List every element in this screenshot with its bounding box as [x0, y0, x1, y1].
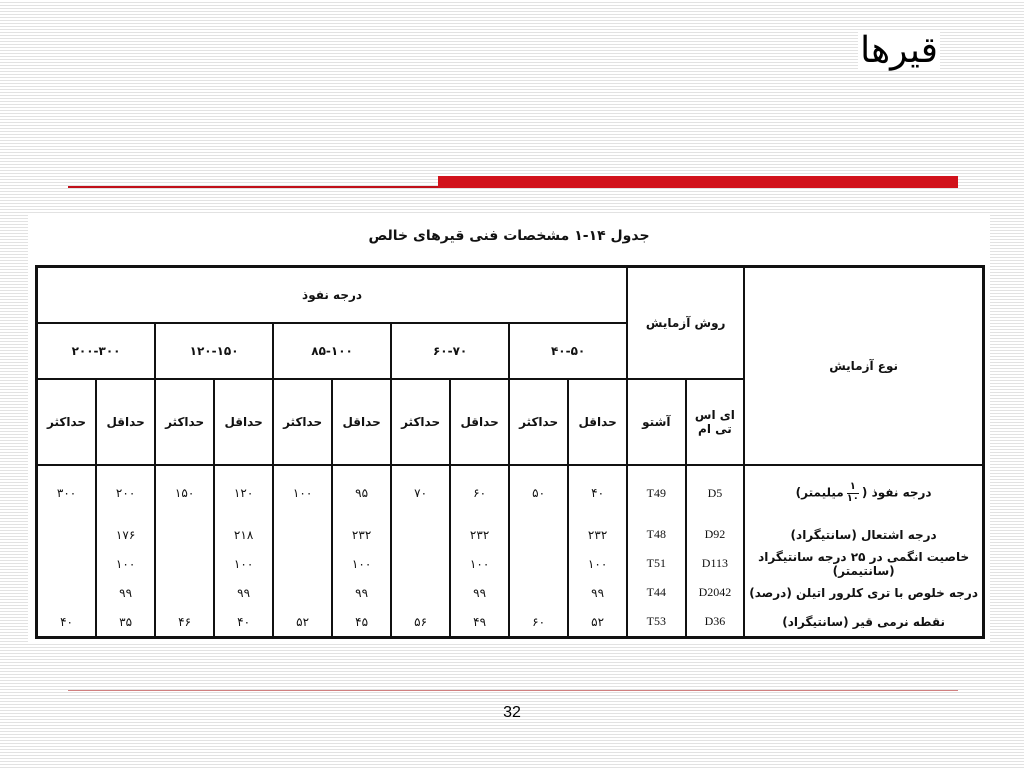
grade-header: ۴۰-۵۰	[509, 323, 627, 379]
table-caption: جدول ۱۴-۱ مشخصات فنی قیرهای خالص	[368, 228, 650, 244]
min-header: حداقل	[450, 379, 509, 465]
min-header: حداقل	[214, 379, 273, 465]
value-cell: ۷۰	[391, 465, 450, 520]
value-cell: ۱۵۰	[155, 465, 214, 520]
value-cell	[391, 520, 450, 549]
value-cell	[509, 520, 568, 549]
table-row	[37, 578, 984, 607]
fraction-denominator: ۱۰	[846, 493, 859, 504]
value-cell	[37, 549, 97, 578]
value-cell	[509, 549, 568, 578]
test-name-suffix: میلیمتر)	[795, 485, 844, 500]
max-header: حداکثر	[391, 379, 450, 465]
value-cell: ۹۹	[568, 578, 627, 607]
astm-cell: D2042	[686, 578, 745, 607]
test-name-cell	[744, 465, 983, 520]
value-cell: ۱۰۰	[214, 549, 273, 578]
max-header: حداکثر	[273, 379, 332, 465]
value-cell	[155, 578, 214, 607]
test-name-cell: درجه خلوص با تری کلرور اتیلن (درصد)	[744, 578, 983, 607]
value-cell: ۹۵	[332, 465, 391, 520]
table-row	[37, 607, 984, 638]
value-cell: ۹۹	[214, 578, 273, 607]
header-penetration: درجه نفوذ	[37, 267, 628, 324]
value-cell: ۴۰	[37, 607, 97, 638]
fraction	[847, 482, 859, 504]
value-cell	[37, 578, 97, 607]
min-header: حداقل	[96, 379, 155, 465]
max-header: حداکثر	[155, 379, 214, 465]
aashto-cell: T48	[627, 520, 685, 549]
grade-header: ۸۵-۱۰۰	[273, 323, 391, 379]
bitumen-spec-table-figure	[28, 214, 990, 642]
aashto-cell: T51	[627, 549, 685, 578]
value-cell	[155, 549, 214, 578]
test-name-prefix: درجه نفوذ (	[861, 485, 932, 500]
value-cell: ۶۰	[450, 465, 509, 520]
header-test-method: روش آزمایش	[627, 267, 744, 380]
value-cell: ۱۰۰	[450, 549, 509, 578]
value-cell: ۲۱۸	[214, 520, 273, 549]
header-test-type: نوع آزمایش	[744, 267, 983, 466]
value-cell: ۹۹	[450, 578, 509, 607]
max-header: حداکثر	[509, 379, 568, 465]
method-aashto-header: آشتو	[627, 379, 685, 465]
value-cell: ۹۹	[332, 578, 391, 607]
value-cell: ۵۲	[568, 607, 627, 638]
value-cell: ۴۰	[568, 465, 627, 520]
method-astm-header: ای اس تی ام	[686, 379, 745, 465]
value-cell: ۲۳۲	[450, 520, 509, 549]
value-cell	[391, 549, 450, 578]
astm-cell: D5	[686, 465, 745, 520]
test-name-cell: خاصیت انگمی در ۲۵ درجه سانتیگراد (سانتیمتر)	[744, 549, 983, 578]
value-cell: ۲۳۲	[332, 520, 391, 549]
value-cell	[273, 549, 332, 578]
astm-cell: D92	[686, 520, 745, 549]
table-row	[37, 520, 984, 549]
slide-title: قیرها	[860, 30, 938, 71]
value-cell: ۲۰۰	[96, 465, 155, 520]
test-name-cell: درجه اشتعال (سانتیگراد)	[744, 520, 983, 549]
value-cell: ۳۵	[96, 607, 155, 638]
value-cell: ۵۰	[509, 465, 568, 520]
value-cell: ۹۹	[96, 578, 155, 607]
aashto-cell: T53	[627, 607, 685, 638]
value-cell: ۳۰۰	[37, 465, 97, 520]
title-divider-thin	[68, 186, 438, 188]
value-cell: ۱۰۰	[568, 549, 627, 578]
table-row	[37, 465, 984, 520]
aashto-cell: T49	[627, 465, 685, 520]
value-cell: ۴۰	[214, 607, 273, 638]
aashto-cell: T44	[627, 578, 685, 607]
value-cell: ۵۶	[391, 607, 450, 638]
value-cell: ۱۷۶	[96, 520, 155, 549]
value-cell	[509, 578, 568, 607]
value-cell: ۴۶	[155, 607, 214, 638]
value-cell: ۱۲۰	[214, 465, 273, 520]
fraction-numerator: ۱	[847, 482, 859, 494]
value-cell	[273, 520, 332, 549]
value-cell: ۱۰۰	[273, 465, 332, 520]
astm-cell: D36	[686, 607, 745, 638]
value-cell: ۴۹	[450, 607, 509, 638]
min-header: حداقل	[568, 379, 627, 465]
value-cell: ۴۵	[332, 607, 391, 638]
value-cell: ۱۰۰	[332, 549, 391, 578]
value-cell	[155, 520, 214, 549]
value-cell: ۵۲	[273, 607, 332, 638]
value-cell	[37, 520, 97, 549]
table-row	[37, 549, 984, 578]
test-name-cell: نقطه نرمی قیر (سانتیگراد)	[744, 607, 983, 638]
bitumen-spec-table	[35, 265, 985, 639]
value-cell	[391, 578, 450, 607]
max-header: حداکثر	[37, 379, 97, 465]
title-divider-thick	[438, 176, 958, 188]
min-header: حداقل	[332, 379, 391, 465]
value-cell	[273, 578, 332, 607]
grade-header: ۱۲۰-۱۵۰	[155, 323, 273, 379]
value-cell: ۶۰	[509, 607, 568, 638]
grade-header: ۲۰۰-۳۰۰	[37, 323, 156, 379]
astm-cell: D113	[686, 549, 745, 578]
footer-divider	[68, 690, 958, 691]
value-cell: ۱۰۰	[96, 549, 155, 578]
value-cell: ۲۳۲	[568, 520, 627, 549]
grade-header: ۶۰-۷۰	[391, 323, 509, 379]
page-number: 32	[503, 704, 521, 721]
